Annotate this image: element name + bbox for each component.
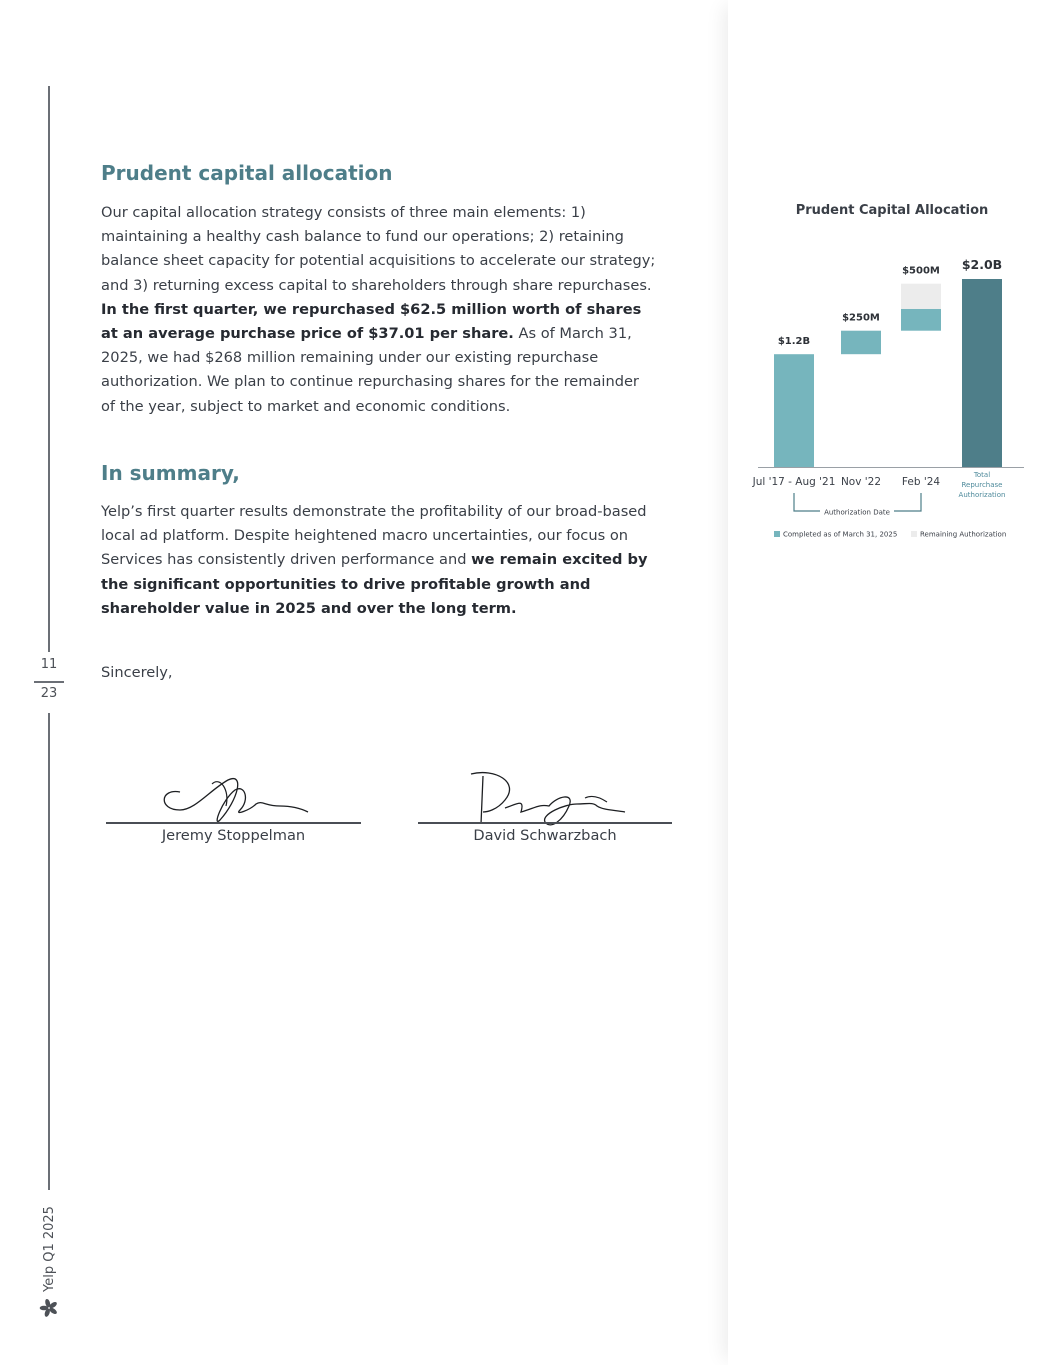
data-label-1: $250M — [842, 312, 880, 324]
section-heading-capital-allocation: Prudent capital allocation — [101, 161, 393, 185]
x-tick-label-total-line-2: Authorization — [958, 491, 1006, 499]
page-number-divider — [34, 681, 64, 683]
left-rule-bottom — [48, 713, 50, 1190]
x-tick-label-1: Nov '22 — [840, 476, 882, 488]
capital-allocation-bold: In the first quarter, we repurchased $62.5 million worth of shares at an average purchase price of $37.01 per share. — [101, 300, 642, 343]
x-tick-label-total-line-1: Repurchase — [961, 481, 1003, 489]
data-label-2: $500M — [902, 265, 940, 277]
signature-line-2 — [418, 822, 672, 824]
summary-bold: we remain excited by the significant opportunities to drive profitable growth and shareholder value in 2025 and over the long term. — [101, 551, 648, 617]
yelp-burst-icon — [39, 1298, 59, 1318]
x-tick-label-0: Jul '17 - Aug '21 — [752, 476, 836, 488]
summary-text-a: Yelp’s first quarter results demonstrate the profitability of our broad-based local ad platform. Despite heightened macro uncertainties, our focus on Services has consistently driven performance and — [101, 503, 647, 569]
closing-sincerely: Sincerely, — [101, 664, 173, 681]
legend-label-completed: Completed as of March 31, 2025 — [783, 530, 898, 539]
legend-label-remaining: Remaining Authorization — [920, 530, 1007, 539]
chart-title: Prudent Capital Allocation — [795, 203, 989, 218]
x-tick-label-total-line-0: Total — [973, 471, 991, 479]
data-label-3: $2.0B — [961, 257, 1003, 272]
page-number-total: 23 — [40, 686, 58, 701]
capital-allocation-paragraph — [101, 201, 656, 419]
x-axis-title: Authorization Date — [824, 508, 890, 517]
x-tick-label-2: Feb '24 — [901, 476, 941, 488]
capital-allocation-text-b: As of March 31, 2025, we had $268 million remaining under our existing repurchase authorization. We plan to continue repurchasing shares for the remainder of the year, subject to market and economic conditions. — [101, 325, 639, 415]
capital-allocation-text-a: Our capital allocation strategy consists of three main elements: 1) maintaining a healthy cash balance to fund our operations; 2) retaining balance sheet capacity for potential acquisitions to accelerate our strategy; and 3) returning excess capital to shareholders through share repurchases. — [101, 204, 656, 294]
brand-footer — [39, 1206, 59, 1318]
signer-name-2: David Schwarzbach — [473, 827, 617, 844]
signer-name-1: Jeremy Stoppelman — [161, 827, 306, 844]
section-heading-summary: In summary, — [101, 461, 240, 485]
data-label-0: $1.2B — [777, 336, 811, 348]
brand-label: Yelp Q1 2025 — [41, 1206, 57, 1292]
summary-paragraph — [101, 500, 656, 621]
signature-line-1 — [106, 822, 361, 824]
page-number-current: 11 — [40, 657, 58, 672]
left-rule-top — [48, 86, 50, 652]
